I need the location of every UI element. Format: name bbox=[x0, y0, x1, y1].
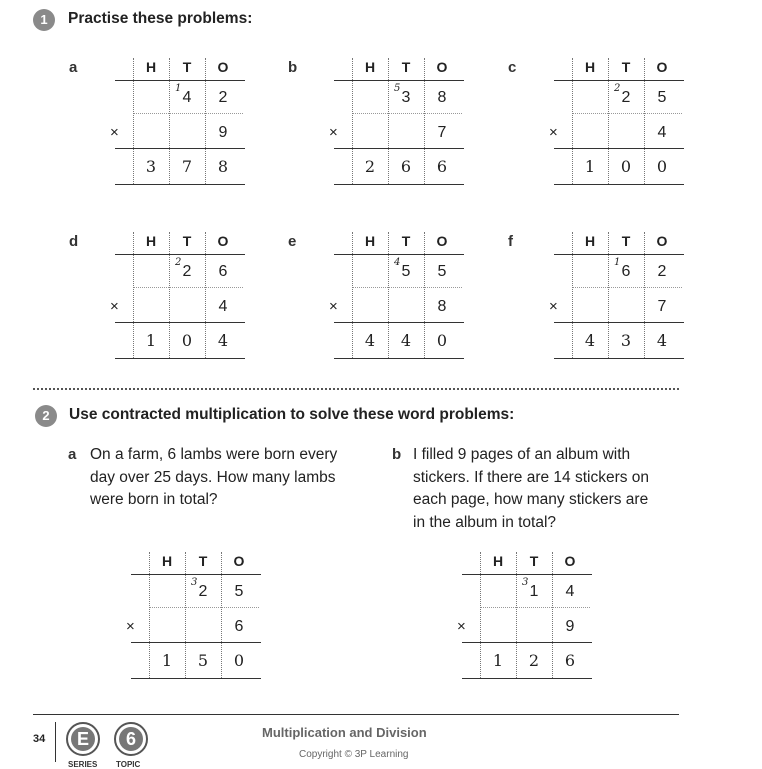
answer-digit: 1 bbox=[161, 651, 173, 670]
answer-digit: 2 bbox=[528, 651, 540, 670]
problem-label: c bbox=[508, 59, 517, 76]
answer-digit: 7 bbox=[181, 157, 193, 176]
carry-digit: 3 bbox=[191, 577, 198, 588]
answer-rule-bottom bbox=[334, 358, 464, 359]
column-header: T bbox=[182, 233, 192, 249]
answer-digit: 5 bbox=[197, 651, 209, 670]
word-problem-a-text bbox=[90, 444, 337, 512]
answer-digit: 3 bbox=[620, 331, 632, 350]
word-problem-b-line: stickers. If there are 14 stickers on bbox=[413, 468, 650, 486]
column-header: T bbox=[621, 233, 631, 249]
times-sign: × bbox=[329, 124, 338, 141]
row-divider bbox=[572, 113, 682, 114]
row-divider bbox=[480, 607, 590, 608]
top-digit: 5 bbox=[437, 263, 447, 280]
multiplier-digit: 4 bbox=[657, 124, 667, 141]
word-problem-a-label: a bbox=[68, 446, 77, 463]
multiplication-grid bbox=[288, 232, 484, 367]
column-header: H bbox=[145, 233, 157, 249]
answer-rule-top bbox=[115, 148, 245, 149]
multiplier-digit: 6 bbox=[234, 618, 244, 635]
word-problem-a-line: day over 25 days. How many lambs bbox=[90, 468, 336, 486]
column-header: T bbox=[401, 233, 411, 249]
multiplier-digit: 7 bbox=[437, 124, 447, 141]
top-digit: 1 bbox=[529, 583, 539, 600]
multiplier-digit: 7 bbox=[657, 298, 667, 315]
multiplication-grid bbox=[508, 58, 704, 193]
column-header: H bbox=[364, 233, 376, 249]
top-digit: 2 bbox=[182, 263, 192, 280]
top-digit: 2 bbox=[198, 583, 208, 600]
problem-label: f bbox=[508, 233, 513, 250]
multiplier-digit: 4 bbox=[218, 298, 228, 315]
times-sign: × bbox=[110, 298, 119, 315]
top-digit: 3 bbox=[401, 89, 411, 106]
topic-badge bbox=[114, 722, 148, 756]
times-sign: × bbox=[329, 298, 338, 315]
series-badge bbox=[66, 722, 100, 756]
answer-digit: 1 bbox=[492, 651, 504, 670]
column-header: T bbox=[529, 553, 539, 569]
top-digit: 5 bbox=[657, 89, 667, 106]
answer-rule-top bbox=[131, 642, 261, 643]
question-1-title: Practise these problems: bbox=[68, 10, 253, 27]
word-problem-b-line: in the album in total? bbox=[413, 513, 557, 531]
series-caption: SERIES bbox=[68, 760, 98, 769]
multiplication-grid bbox=[111, 552, 281, 687]
carry-digit: 2 bbox=[614, 83, 621, 94]
column-header: T bbox=[198, 553, 208, 569]
carry-digit: 5 bbox=[394, 83, 401, 94]
footer-rule bbox=[33, 714, 679, 715]
times-sign: × bbox=[110, 124, 119, 141]
row-divider bbox=[149, 607, 259, 608]
column-header: H bbox=[364, 59, 376, 75]
answer-digit: 1 bbox=[145, 331, 157, 350]
top-digit: 6 bbox=[218, 263, 228, 280]
top-digit: 4 bbox=[182, 89, 192, 106]
answer-rule-top bbox=[462, 642, 592, 643]
multiplication-grid bbox=[442, 552, 612, 687]
column-header: T bbox=[621, 59, 631, 75]
topic-number: 6 bbox=[119, 727, 143, 751]
column-header: O bbox=[233, 553, 245, 569]
footer-divider bbox=[55, 722, 56, 762]
answer-rule-top bbox=[554, 148, 684, 149]
answer-digit: 4 bbox=[217, 331, 229, 350]
answer-digit: 0 bbox=[436, 331, 448, 350]
column-header: H bbox=[161, 553, 173, 569]
multiplication-grid bbox=[69, 58, 265, 193]
footer-copyright: Copyright © 3P Learning bbox=[299, 749, 409, 760]
answer-digit: 4 bbox=[584, 331, 596, 350]
top-digit: 6 bbox=[621, 263, 631, 280]
top-digit: 5 bbox=[234, 583, 244, 600]
answer-digit: 3 bbox=[145, 157, 157, 176]
top-digit: 5 bbox=[401, 263, 411, 280]
word-problem-b-line: each page, how many stickers are bbox=[413, 491, 649, 508]
answer-rule-bottom bbox=[462, 678, 592, 679]
answer-digit: 6 bbox=[400, 157, 412, 176]
problem-label: e bbox=[288, 233, 297, 250]
multiplier-digit: 8 bbox=[437, 298, 447, 315]
multiplier-digit: 9 bbox=[218, 124, 228, 141]
word-problem-b-label: b bbox=[392, 446, 402, 463]
answer-rule-top bbox=[334, 148, 464, 149]
answer-rule-bottom bbox=[131, 678, 261, 679]
problem-label: a bbox=[69, 59, 78, 76]
top-digit: 2 bbox=[218, 89, 228, 106]
row-divider bbox=[352, 113, 462, 114]
problem-label: d bbox=[69, 233, 79, 250]
carry-digit: 3 bbox=[522, 577, 529, 588]
answer-rule-top bbox=[115, 322, 245, 323]
column-header: H bbox=[584, 59, 596, 75]
row-divider bbox=[133, 287, 243, 288]
times-sign: × bbox=[549, 298, 558, 315]
answer-digit: 0 bbox=[656, 157, 668, 176]
topic-caption: TOPIC bbox=[116, 760, 141, 769]
column-header: O bbox=[564, 553, 576, 569]
answer-rule-bottom bbox=[554, 184, 684, 185]
question-2-number: 2 bbox=[35, 405, 57, 427]
header-rule bbox=[115, 254, 245, 255]
word-problem-b-text bbox=[413, 444, 649, 534]
answer-rule-top bbox=[554, 322, 684, 323]
column-header: T bbox=[182, 59, 192, 75]
carry-digit: 1 bbox=[614, 257, 621, 268]
carry-digit: 1 bbox=[175, 83, 182, 94]
column-header: H bbox=[492, 553, 504, 569]
answer-rule-top bbox=[334, 322, 464, 323]
question-2-title: Use contracted multiplication to solve these word problems: bbox=[69, 406, 515, 423]
column-header: O bbox=[656, 233, 668, 249]
multiplication-grid bbox=[288, 58, 484, 193]
answer-digit: 0 bbox=[181, 331, 193, 350]
carry-digit: 4 bbox=[394, 257, 401, 268]
times-sign: × bbox=[126, 618, 135, 635]
header-rule bbox=[115, 80, 245, 81]
problem-label: b bbox=[288, 59, 298, 76]
word-problem-b-line: I filled 9 pages of an album with bbox=[413, 446, 631, 463]
question-1-number: 1 bbox=[33, 9, 55, 31]
page-number: 34 bbox=[33, 733, 46, 745]
answer-digit: 1 bbox=[584, 157, 596, 176]
answer-digit: 0 bbox=[233, 651, 245, 670]
answer-digit: 4 bbox=[364, 331, 376, 350]
times-sign: × bbox=[549, 124, 558, 141]
header-rule bbox=[554, 254, 684, 255]
answer-digit: 6 bbox=[564, 651, 576, 670]
row-divider bbox=[133, 113, 243, 114]
multiplication-grid bbox=[508, 232, 704, 367]
header-rule bbox=[334, 80, 464, 81]
footer-title: Multiplication and Division bbox=[262, 725, 427, 740]
multiplier-digit: 9 bbox=[565, 618, 575, 635]
section-divider bbox=[33, 388, 679, 390]
answer-rule-bottom bbox=[334, 184, 464, 185]
column-header: H bbox=[584, 233, 596, 249]
header-rule bbox=[334, 254, 464, 255]
row-divider bbox=[572, 287, 682, 288]
answer-digit: 2 bbox=[364, 157, 376, 176]
carry-digit: 2 bbox=[175, 257, 182, 268]
column-header: O bbox=[217, 59, 229, 75]
answer-digit: 4 bbox=[656, 331, 668, 350]
header-rule bbox=[554, 80, 684, 81]
answer-digit: 6 bbox=[436, 157, 448, 176]
answer-rule-bottom bbox=[115, 184, 245, 185]
column-header: O bbox=[436, 233, 448, 249]
word-problem-a-line: On a farm, 6 lambs were born every bbox=[90, 446, 338, 463]
answer-rule-bottom bbox=[115, 358, 245, 359]
column-header: O bbox=[217, 233, 229, 249]
top-digit: 8 bbox=[437, 89, 447, 106]
top-digit: 4 bbox=[565, 583, 575, 600]
times-sign: × bbox=[457, 618, 466, 635]
column-header: T bbox=[401, 59, 411, 75]
row-divider bbox=[352, 287, 462, 288]
header-rule bbox=[462, 574, 592, 575]
answer-digit: 8 bbox=[217, 157, 229, 176]
top-digit: 2 bbox=[621, 89, 631, 106]
answer-digit: 0 bbox=[620, 157, 632, 176]
column-header: H bbox=[145, 59, 157, 75]
answer-digit: 4 bbox=[400, 331, 412, 350]
word-problem-a-line: were born in total? bbox=[90, 491, 218, 508]
header-rule bbox=[131, 574, 261, 575]
column-header: O bbox=[436, 59, 448, 75]
column-header: O bbox=[656, 59, 668, 75]
series-letter: E bbox=[71, 727, 95, 751]
top-digit: 2 bbox=[657, 263, 667, 280]
answer-rule-bottom bbox=[554, 358, 684, 359]
multiplication-grid bbox=[69, 232, 265, 367]
